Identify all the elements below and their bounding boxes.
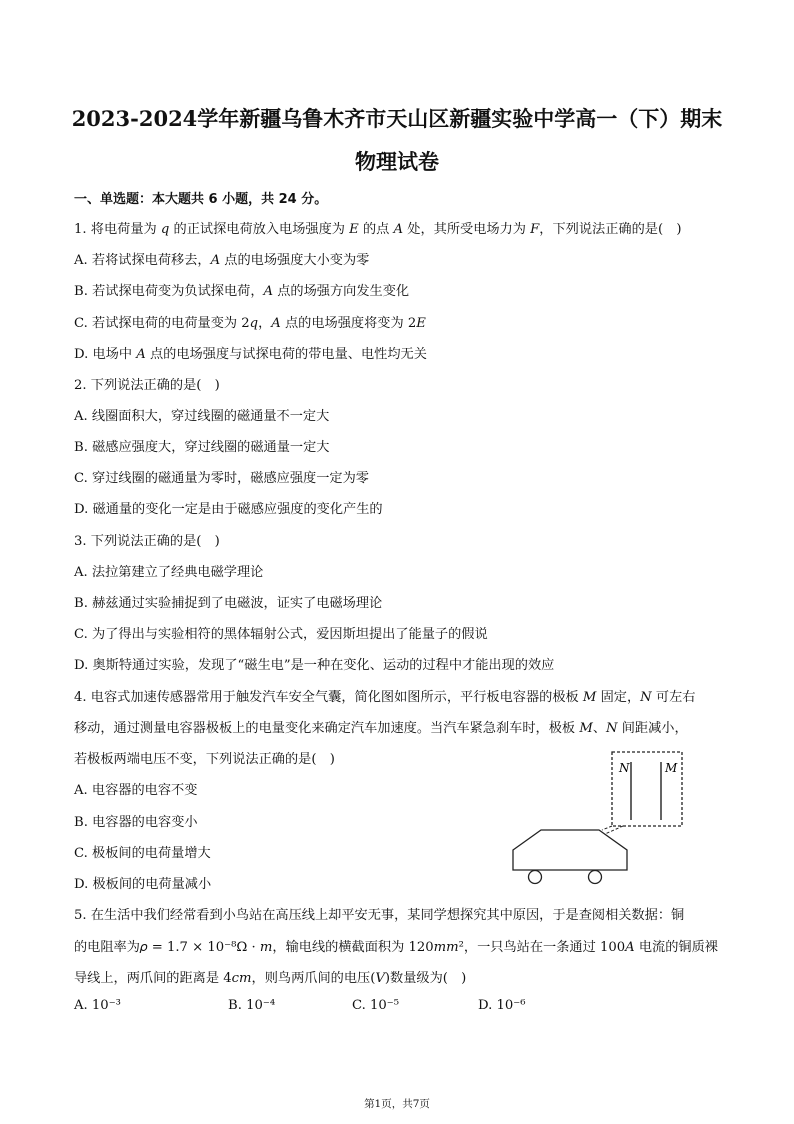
q3-option-d: D. 奥斯特通过实验，发现了“磁生电”是一种在变化、运动的过程中才能出现的效应 — [74, 658, 555, 673]
q4-stem-line3: 若极板两端电压不变，下列说法正确的是( ) — [74, 752, 335, 767]
q2-option-c: C. 穿过线圈的磁通量为零时，磁感应强度一定为零 — [74, 471, 369, 486]
car-wheel-front — [589, 871, 602, 884]
q5-stem-line3: 导线上，两爪间的距离是 4𝑐𝑚，则鸟两爪间的电压(𝑉)数量级为( ) — [74, 971, 467, 986]
q1-option-a: A. 若将试探电荷移去，𝐴 点的电场强度大小变为零 — [74, 253, 370, 268]
q2-option-a: A. 线圈面积大，穿过线圈的磁通量不一定大 — [74, 409, 330, 424]
q1-stem: 1. 将电荷量为 𝑞 的正试探电荷放入电场强度为 𝐸 的点 𝐴 处，其所受电场力为 𝐹，下列说法正确的是( ) — [74, 222, 682, 237]
q1-option-c: C. 若试探电荷的电荷量变为 2𝑞，𝐴 点的电场强度将变为 2𝐸 — [74, 316, 426, 331]
exam-title-line1: 2023-2024学年新疆乌鲁木齐市天山区新疆实验中学高一（下）期末 — [71, 106, 723, 131]
q1-option-d: D. 电场中 𝐴 点的电场强度与试探电荷的带电量、电性均无关 — [74, 347, 427, 362]
q4-stem-line2: 移动，通过测量电容器极板上的电量变化来确定汽车加速度。当汽车紧急刹车时，极板 𝑀、𝑁 间距减小， — [74, 721, 688, 736]
q3-option-a: A. 法拉第建立了经典电磁学理论 — [74, 565, 264, 580]
pointer-line — [602, 826, 612, 830]
q3-option-b: B. 赫兹通过实验捕捉到了电磁波，证实了电磁场理论 — [74, 596, 383, 611]
q5-option-d: D. 10⁻⁶ — [478, 998, 526, 1013]
q4-option-a: A. 电容器的电容不变 — [74, 783, 198, 798]
car-body — [513, 830, 627, 870]
q5-option-a: A. 10⁻³ — [74, 998, 121, 1013]
page-footer: 第1页，共7页 — [364, 1098, 430, 1110]
car-wheel-rear — [529, 871, 542, 884]
q2-option-b: B. 磁感应强度大，穿过线圈的磁通量一定大 — [74, 440, 330, 455]
q2-option-d: D. 磁通量的变化一定是由于磁感应强度的变化产生的 — [74, 502, 383, 517]
q5-stem-line2: 的电阻率为𝜌 = 1.7 × 10⁻⁸Ω · 𝑚，输电线的横截面积为 120𝑚𝑚²，一只鸟站在一条通过 100𝐴 电流的铜质裸 — [74, 940, 718, 955]
q3-option-c: C. 为了得出与实验相符的黑体辐射公式，爱因斯坦提出了能量子的假说 — [74, 627, 488, 642]
car-capacitor-figure — [505, 750, 695, 890]
section-heading: 一、单选题：本大题共 6 小题，共 24 分。 — [74, 192, 328, 207]
label-m: M — [665, 761, 678, 775]
q5-option-c: C. 10⁻⁵ — [352, 998, 400, 1013]
q1-option-b: B. 若试探电荷变为负试探电荷，𝐴 点的场强方向发生变化 — [74, 284, 410, 299]
q4-option-d: D. 极板间的电荷量减小 — [74, 877, 212, 892]
q5-stem-line1: 5. 在生活中我们经常看到小鸟站在高压线上却平安无事，某同学想探究其中原因，于是查阅相关数据：铜 — [74, 908, 685, 923]
q4-option-b: B. 电容器的电容变小 — [74, 815, 198, 830]
exam-title-line2: 物理试卷 — [355, 149, 439, 174]
label-n: N — [619, 761, 630, 775]
q2-stem: 2. 下列说法正确的是( ) — [74, 378, 220, 393]
q4-option-c: C. 极板间的电荷量增大 — [74, 846, 211, 861]
q3-stem: 3. 下列说法正确的是( ) — [74, 534, 220, 549]
q5-option-b: B. 10⁻⁴ — [228, 998, 276, 1013]
q4-stem-line1: 4. 电容式加速传感器常用于触发汽车安全气囊，简化图如图所示，平行板电容器的极板 𝑀 固定，𝑁 可左右 — [74, 690, 696, 705]
